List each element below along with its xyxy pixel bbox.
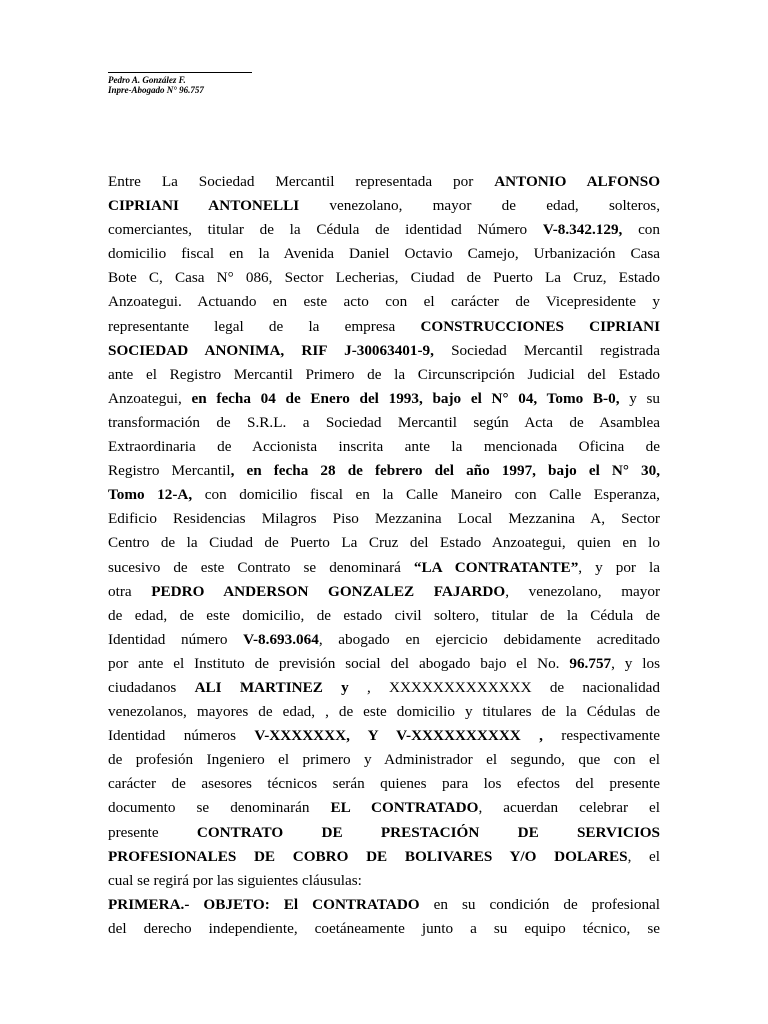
body-text-segment: cual se regirá por las siguientes cláusulas:	[108, 871, 362, 889]
body-text-segment: con domicilio fiscal en la Calle Maneiro con Calle Esperanza,	[192, 486, 660, 504]
body-line	[108, 772, 660, 796]
body-line	[108, 893, 660, 917]
body-text-segment: Anzoategui,	[108, 389, 192, 407]
body-line	[108, 315, 660, 339]
body-line	[108, 266, 660, 290]
body-text-segment: venezolano, mayor de edad, solteros,	[299, 197, 661, 215]
body-line	[108, 796, 660, 820]
body-text-segment: , venezolano, mayor	[505, 582, 661, 600]
body-line	[108, 459, 660, 483]
body-line	[108, 917, 660, 941]
body-line	[108, 652, 660, 676]
author-name: Pedro A. González F.	[108, 75, 186, 85]
body-line	[108, 242, 660, 266]
bold-text: ALI MARTINEZ y	[194, 678, 349, 696]
body-text-segment: Registro Mercantil	[108, 462, 231, 480]
bold-text: , en fecha 28 de febrero del año 1997, bajo el N° 30,	[230, 462, 660, 480]
body-line	[108, 628, 660, 652]
bold-text: CONSTRUCCIONES CIPRIANI	[420, 317, 660, 335]
signature-line	[108, 72, 252, 73]
body-line	[108, 580, 660, 604]
body-text-segment: Sociedad Mercantil registrada	[433, 341, 660, 359]
body-line	[108, 387, 660, 411]
body-text-segment: Centro de la Ciudad de Puerto La Cruz del Estado Anzoategui, quien en lo	[108, 534, 660, 552]
bold-text: EL CONTRATADO	[330, 799, 479, 817]
bold-text: PEDRO ANDERSON GONZALEZ FAJARDO	[151, 582, 506, 600]
signature-block	[108, 72, 252, 95]
body-text-segment: respectivamente	[542, 727, 660, 745]
body-text-segment: Extraordinaria de Accionista inscrita ante la mencionada Oficina de	[108, 438, 660, 456]
body-line	[108, 604, 660, 628]
body-text-segment: transformación de S.R.L. a Sociedad Mercantil según Acta de Asamblea	[108, 413, 660, 431]
body-text-segment: del derecho independiente, coetáneamente junto a su equipo técnico, se	[108, 919, 660, 937]
body-text-segment: con	[622, 221, 660, 239]
body-text-segment: documento se denominarán	[108, 799, 331, 817]
body-text-segment: y su	[619, 389, 660, 407]
body-line	[108, 411, 660, 435]
bold-text: PRIMERA.- OBJETO: El CONTRATADO	[108, 895, 420, 913]
body-line	[108, 218, 660, 242]
body-text-segment: en su condición de profesional	[419, 895, 661, 913]
body-line	[108, 363, 660, 387]
body-line	[108, 724, 660, 748]
body-line	[108, 676, 660, 700]
bold-text: SOCIEDAD ANONIMA, RIF J-30063401-9,	[108, 341, 434, 359]
body-text-segment: Edificio Residencias Milagros Piso Mezzanina Local Mezzanina A, Sector	[108, 510, 660, 528]
body-line	[108, 556, 660, 580]
body-text-segment: , acuerdan celebrar el	[478, 799, 661, 817]
body-line	[108, 748, 660, 772]
body-line	[108, 194, 660, 218]
body-text-segment: domicilio fiscal en la Avenida Daniel Octavio Camejo, Urbanización Casa	[108, 245, 660, 263]
bold-text: Tomo 12-A,	[108, 486, 193, 504]
body-text-segment: , abogado en ejercicio debidamente acreditado	[318, 630, 660, 648]
body-text-segment: por ante el Instituto de previsión social del abogado bajo el No.	[108, 654, 570, 672]
bold-text: CIPRIANI ANTONELLI	[108, 197, 300, 215]
body-text-segment: , y los	[611, 654, 660, 672]
bold-text: en fecha 04 de Enero del 1993, bajo el N° 04, Tomo B-0,	[191, 389, 620, 407]
body-text-segment: carácter de asesores técnicos serán quienes para los efectos del presente	[108, 775, 660, 793]
bold-text: 96.757	[569, 654, 612, 672]
body-text-segment: , y por la	[578, 558, 660, 576]
body-line	[108, 339, 660, 363]
body-line	[108, 170, 660, 194]
body-text-segment: Anzoategui. Actuando en este acto con el carácter de Vicepresidente y	[108, 293, 660, 311]
body-line	[108, 700, 660, 724]
body-text-segment: venezolanos, mayores de edad, , de este domicilio y titulares de la Cédulas de	[108, 703, 660, 721]
bold-text: “LA CONTRATANTE”	[413, 558, 579, 576]
body-line	[108, 507, 660, 531]
bold-text: V-XXXXXXX, Y V-XXXXXXXXXX ,	[254, 727, 543, 745]
body-text-segment: presente	[108, 823, 197, 841]
bold-text: ANTONIO ALFONSO	[494, 173, 661, 190]
body-line	[108, 845, 660, 869]
body-line	[108, 821, 660, 845]
bold-text: PROFESIONALES DE COBRO DE BOLIVARES Y/O DOLARES	[108, 847, 628, 865]
bold-text: V-8.342.129,	[542, 221, 623, 239]
body-text-segment: Entre La Sociedad Mercantil representada por	[108, 173, 495, 190]
body-line	[108, 483, 660, 507]
author-title: Inpre-Abogado N° 96.757	[108, 85, 204, 95]
body-text-segment: ante el Registro Mercantil Primero de la Circunscripción Judicial del Estado	[108, 365, 660, 383]
body-text-segment: , el	[627, 847, 660, 865]
body-text-segment: ciudadanos	[108, 678, 195, 696]
body-line	[108, 869, 660, 893]
body-text-segment: Identidad número	[108, 630, 244, 648]
body-text-segment: representante legal de la empresa	[108, 317, 421, 335]
body-line	[108, 435, 660, 459]
body-text-segment: , XXXXXXXXXXXXX de nacionalidad	[348, 678, 660, 696]
body-text-segment: de edad, de este domicilio, de estado civil soltero, titular de la Cédula de	[108, 606, 660, 624]
body-text-segment: Identidad números	[108, 727, 255, 745]
body-text-segment: comerciantes, titular de la Cédula de identidad Número	[108, 221, 543, 239]
body-line	[108, 531, 660, 555]
body-line	[108, 290, 660, 314]
body-text-segment: otra	[108, 582, 152, 600]
body-text-segment: Bote C, Casa N° 086, Sector Lecherias, Ciudad de Puerto La Cruz, Estado	[108, 269, 660, 287]
bold-text: CONTRATO DE PRESTACIÓN DE SERVICIOS	[196, 823, 660, 841]
contract-body	[108, 170, 660, 941]
body-text-segment: de profesión Ingeniero el primero y Administrador el segundo, que con el	[108, 751, 660, 769]
bold-text: V-8.693.064	[243, 630, 319, 648]
body-text-segment: sucesivo de este Contrato se denominará	[108, 558, 414, 576]
